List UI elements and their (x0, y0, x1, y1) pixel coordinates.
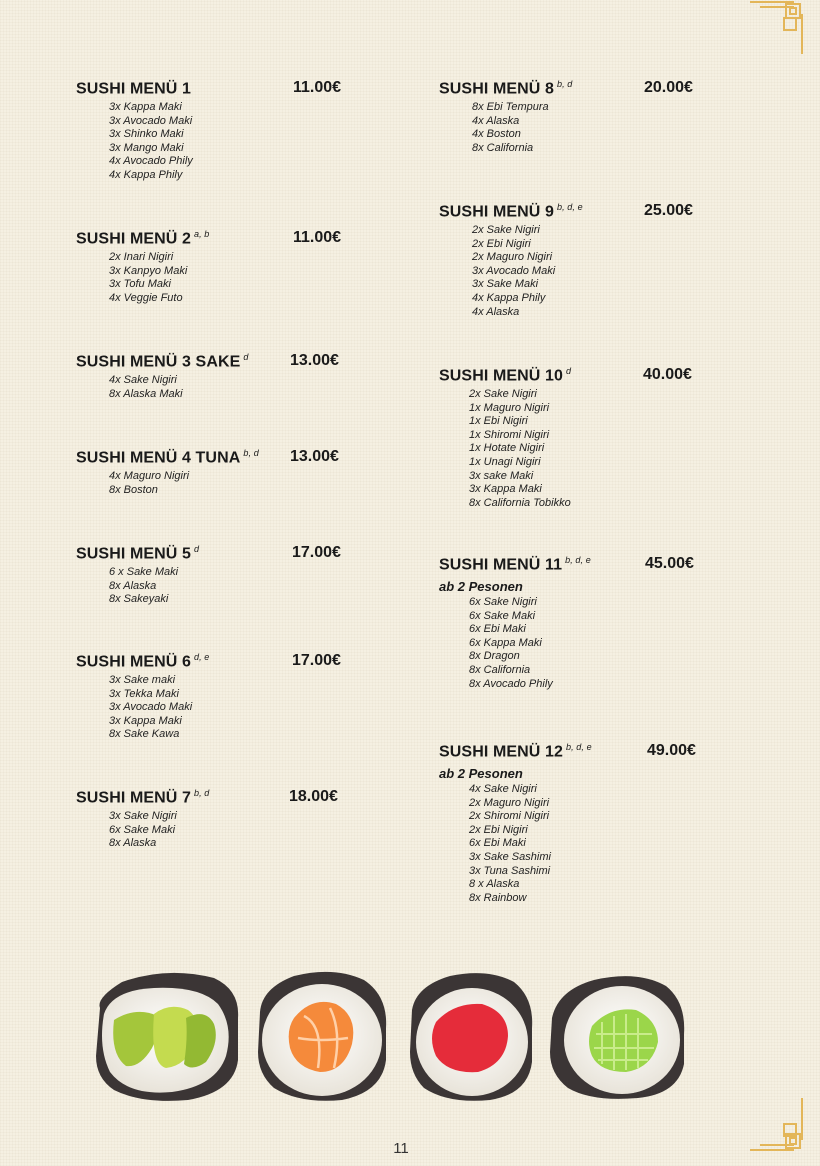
menu-item: 4x Kappa Phily (109, 168, 183, 181)
menu-item: 3x Sake Nigiri (109, 810, 177, 822)
menu-item: 6x Sake Maki (109, 823, 176, 836)
menu-1 (76, 79, 356, 183)
menu-item: 6x Ebi Maki (469, 623, 526, 636)
menu-items (469, 596, 709, 691)
menu-item: 8x California Tobikko (469, 496, 571, 509)
menu-11 (439, 555, 709, 691)
menu-item: 3x Kappa Maki (109, 101, 182, 113)
menu-item: 4x Kappa Phily (472, 291, 546, 304)
menu-item: 4x Alaska (472, 114, 520, 127)
menu-items (109, 566, 356, 607)
menu-items (109, 101, 356, 183)
menu-title: SUSHI MENÜ 6 $^{d, e}$ (76, 652, 210, 671)
menu-item: 2x Maguro Nigiri (469, 796, 550, 809)
menu-price: 11.00€ (293, 229, 342, 246)
menu-item: 2x Shiromi Nigiri (469, 810, 550, 823)
menu-item: 2x Maguro Nigiri (472, 251, 553, 264)
menu-price: 40.00€ (643, 366, 692, 383)
allergen-codes: b, d (243, 448, 259, 458)
menu-items (469, 388, 709, 510)
menu-item: 3x Kanpyo Maki (109, 264, 188, 277)
corner-ornament-top-right-icon (746, 0, 808, 60)
menu-item: 1x Shiromi Nigiri (469, 428, 550, 441)
menu-title: SUSHI MENÜ 8 $^{b, d}$ (439, 79, 573, 98)
menu-items (109, 810, 356, 851)
allergen-codes: d, e (194, 652, 210, 662)
menu-price: 17.00€ (292, 652, 341, 669)
menu-price: 18.00€ (289, 788, 338, 805)
menu-item: 2x Sake Nigiri (472, 224, 540, 236)
menu-items (109, 674, 356, 742)
menu-note: ab 2 Pesonen (439, 766, 523, 781)
menu-item: 3x Avocado Maki (472, 264, 556, 277)
menu-note: ab 2 Pesonen (439, 579, 523, 594)
allergen-codes: b, d (194, 788, 210, 798)
menu-price: 25.00€ (644, 202, 693, 219)
menu-item: 3x Kappa Maki (469, 483, 542, 496)
menu-5 (76, 544, 356, 607)
menu-price: 13.00€ (290, 352, 339, 369)
menu-items (472, 224, 709, 319)
menu-item: 2x Sake Nigiri (469, 388, 537, 400)
menu-item: 4x Boston (472, 128, 521, 141)
menu-item: 3x Kappa Maki (109, 714, 182, 727)
menu-9 (439, 202, 709, 319)
menu-item: 6x Ebi Maki (469, 837, 526, 850)
menu-item: 3x Shinko Maki (109, 128, 184, 141)
allergen-codes: b, d (557, 79, 573, 89)
menu-items (109, 470, 356, 497)
menu-item: 8x Ebi Tempura (472, 101, 549, 113)
menu-item: 8x Alaska Maki (109, 387, 183, 400)
menu-item: 3x Tofu Maki (109, 278, 171, 291)
menu-price: 11.00€ (293, 79, 342, 96)
menu-title: SUSHI MENÜ 5 $^d$ (76, 544, 200, 563)
menu-title: SUSHI MENÜ 10 $^d$ (439, 366, 572, 385)
menu-item: 3x sake Maki (469, 469, 534, 482)
allergen-codes: b, d, e (557, 202, 583, 212)
menu-title: SUSHI MENÜ 2 $^{a, b}$ (76, 229, 210, 248)
menu-item: 3x Tekka Maki (109, 687, 179, 700)
menu-item: 1x Unagi Nigiri (469, 455, 541, 468)
menu-title: SUSHI MENÜ 4 TUNA $^{b, d}$ (76, 448, 259, 467)
tuna-maki-icon (406, 970, 536, 1104)
menu-item: 8x Sakeyaki (109, 593, 169, 606)
menu-title: SUSHI MENÜ 9 $^{b, d, e}$ (439, 202, 583, 221)
menu-item: 3x Sake maki (109, 674, 176, 686)
menu-item: 8x Alaska (109, 579, 157, 592)
menu-item: 3x Sake Sashimi (469, 850, 551, 863)
menu-2 (76, 229, 356, 305)
avocado-maki-icon (92, 968, 242, 1104)
menu-item: 8x Rainbow (469, 891, 527, 904)
menu-item: 4x Avocado Phily (109, 155, 193, 168)
menu-item: 8 x Alaska (469, 878, 520, 891)
menu-10 (439, 366, 709, 510)
menu-title: SUSHI MENÜ 3 SAKE $^d$ (76, 352, 249, 371)
menu-title: SUSHI MENÜ 11 $^{b, d, e}$ (439, 555, 591, 574)
page-number: 11 (393, 1140, 409, 1157)
menu-item: 8x Boston (109, 483, 158, 496)
menu-item: 8x Sake Kawa (109, 728, 180, 741)
menu-item: 6x Kappa Maki (469, 636, 542, 649)
menu-title: SUSHI MENÜ 1 (76, 80, 191, 98)
menu-item: 4x Maguro Nigiri (109, 470, 190, 482)
menu-item: 8x Avocado Phily (469, 677, 553, 690)
menu-item: 1x Maguro Nigiri (469, 401, 550, 414)
allergen-codes: b, d, e (565, 555, 591, 565)
menu-item: 2x Ebi Nigiri (469, 823, 528, 836)
menu-items (109, 374, 356, 401)
menu-8 (439, 79, 709, 155)
menu-item: 6x Sake Maki (469, 609, 536, 622)
menu-item: 3x Tuna Sashimi (469, 864, 551, 877)
menu-items (472, 101, 709, 155)
menu-price: 17.00€ (292, 544, 341, 561)
menu-item: 2x Inari Nigiri (109, 251, 174, 263)
menu-item: 4x Alaska (472, 305, 520, 318)
menu-item: 4x Sake Nigiri (469, 783, 537, 795)
menu-items (469, 783, 709, 905)
menu-title: SUSHI MENÜ 7 $^{b, d}$ (76, 788, 210, 807)
menu-item: 6x Sake Nigiri (469, 596, 537, 608)
menu-item: 4x Veggie Futo (109, 291, 183, 304)
menu-price: 49.00€ (647, 742, 696, 759)
menu-item: 3x Avocado Maki (109, 114, 193, 127)
menu-item: 8x California (472, 141, 534, 154)
menu-item: 4x Sake Nigiri (109, 374, 177, 386)
menu-item: 3x Avocado Maki (109, 701, 193, 714)
menu-item: 1x Hotate Nigiri (469, 442, 545, 455)
menu-price: 45.00€ (645, 555, 694, 572)
menu-3 (76, 352, 356, 401)
menu-item: 2x Ebi Nigiri (472, 237, 531, 250)
menu-item: 8x Alaska (109, 837, 157, 850)
menu-12 (439, 742, 709, 905)
menu-items (109, 251, 356, 305)
menu-item: 3x Sake Maki (472, 278, 539, 291)
allergen-codes: d (194, 544, 200, 554)
salmon-maki-icon (254, 968, 390, 1104)
menu-title: SUSHI MENÜ 12 $^{b, d, e}$ (439, 742, 592, 761)
allergen-codes: d (243, 352, 249, 362)
menu-item: 6 x Sake Maki (109, 566, 179, 578)
menu-4 (76, 448, 356, 497)
menu-item: 1x Ebi Nigiri (469, 415, 528, 428)
menu-item: 8x Dragon (469, 650, 520, 663)
allergen-codes: a, b (194, 229, 210, 239)
menu-price: 13.00€ (290, 448, 339, 465)
menu-6 (76, 652, 356, 742)
menu-item: 3x Mango Maki (109, 141, 184, 154)
menu-price: 20.00€ (644, 79, 693, 96)
allergen-codes: d (566, 366, 572, 376)
menu-item: 8x California (469, 663, 531, 676)
cucumber-maki-icon (548, 972, 688, 1102)
allergen-codes: b, d, e (566, 742, 592, 752)
menu-7 (76, 788, 356, 851)
